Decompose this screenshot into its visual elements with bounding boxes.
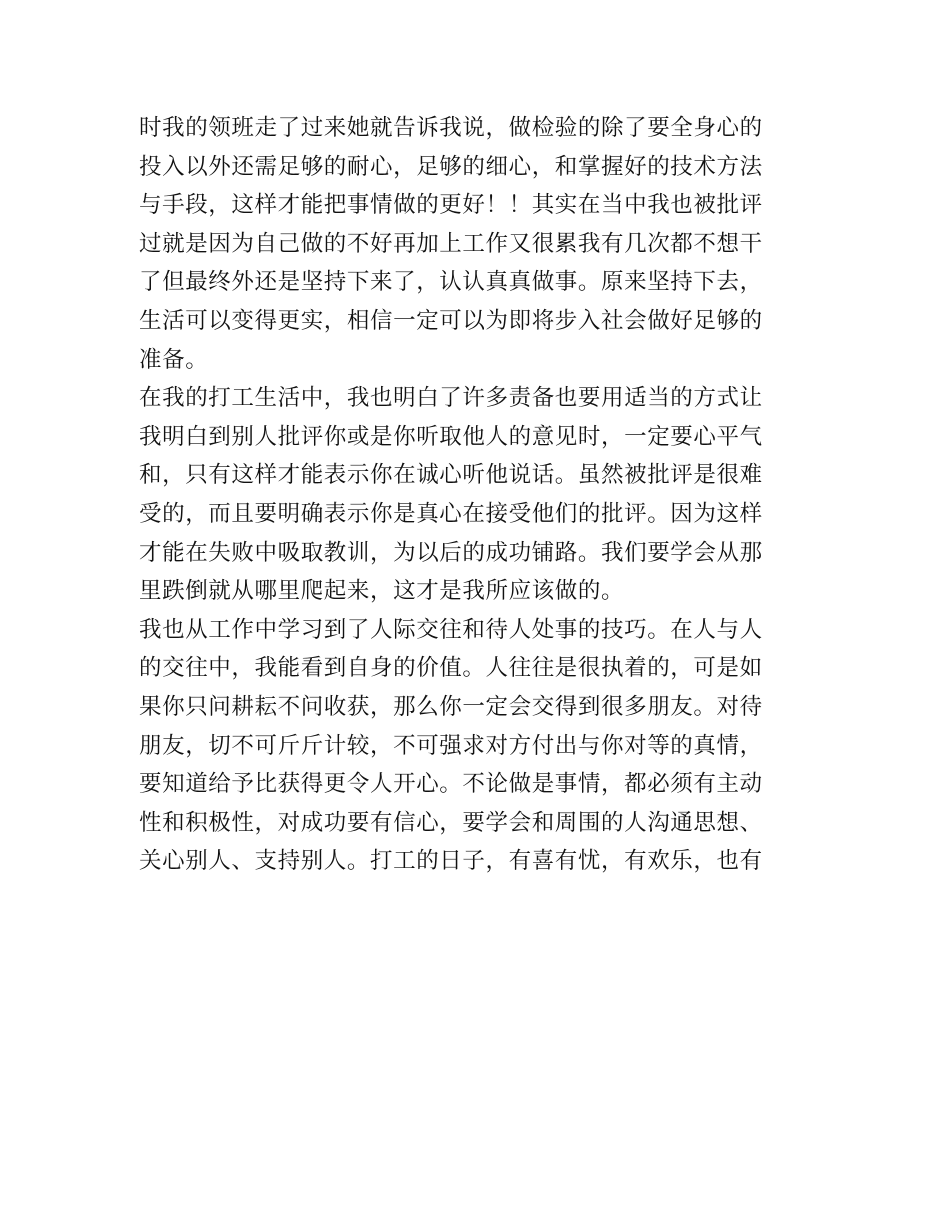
text-line: 在我的打工生活中，我也明白了许多责备也要用适当的方式让 [139,385,763,412]
text-line: 果你只问耕耘不问收获，那么你一定会交得到很多朋友。对待 [139,693,763,720]
text-line: 和，只有这样才能表示你在诚心听他说话。虽然被批评是很难 [139,462,763,489]
text-line: 里跌倒就从哪里爬起来，这才是我所应该做的。 [139,578,625,605]
document-body [139,109,819,881]
text-line: 才能在失败中吸取教训，为以后的成功铺路。我们要学会从那 [139,539,763,566]
text-line: 要知道给予比获得更令人开心。不论做是事情，都必须有主动 [139,771,763,798]
text-line: 过就是因为自己做的不好再加上工作又很累我有几次都不想干 [139,230,763,257]
text-line: 受的，而且要明确表示你是真心在接受他们的批评。因为这样 [139,500,763,527]
text-line: 时我的领班走了过来她就告诉我说，做检验的除了要全身心的 [139,115,763,141]
text-line: 与手段，这样才能把事情做的更好！！其实在当中我也被批评 [139,192,763,219]
text-line: 我明白到别人批评你或是你听取他人的意见时，一定要心平气 [139,423,763,450]
text-line: 的交往中，我能看到自身的价值。人往往是很执着的，可是如 [139,655,763,682]
text-line: 朋友，切不可斤斤计较，不可强求对方付出与你对等的真情， [139,732,763,759]
text-line: 了但最终外还是坚持下来了，认认真真做事。原来坚持下去， [139,269,763,296]
text-line: 关心别人、支持别人。打工的日子，有喜有忧，有欢乐，也有 [139,848,763,875]
text-line: 生活可以变得更实，相信一定可以为即将步入社会做好足够的 [139,307,763,334]
text-line: 我也从工作中学习到了人际交往和待人处事的技巧。在人与人 [139,616,763,643]
text-line: 投入以外还需足够的耐心，足够的细心，和掌握好的技术方法 [139,153,763,180]
text-line: 性和积极性，对成功要有信心，要学会和周围的人沟通思想、 [139,809,763,836]
text-line: 准备。 [139,346,209,373]
